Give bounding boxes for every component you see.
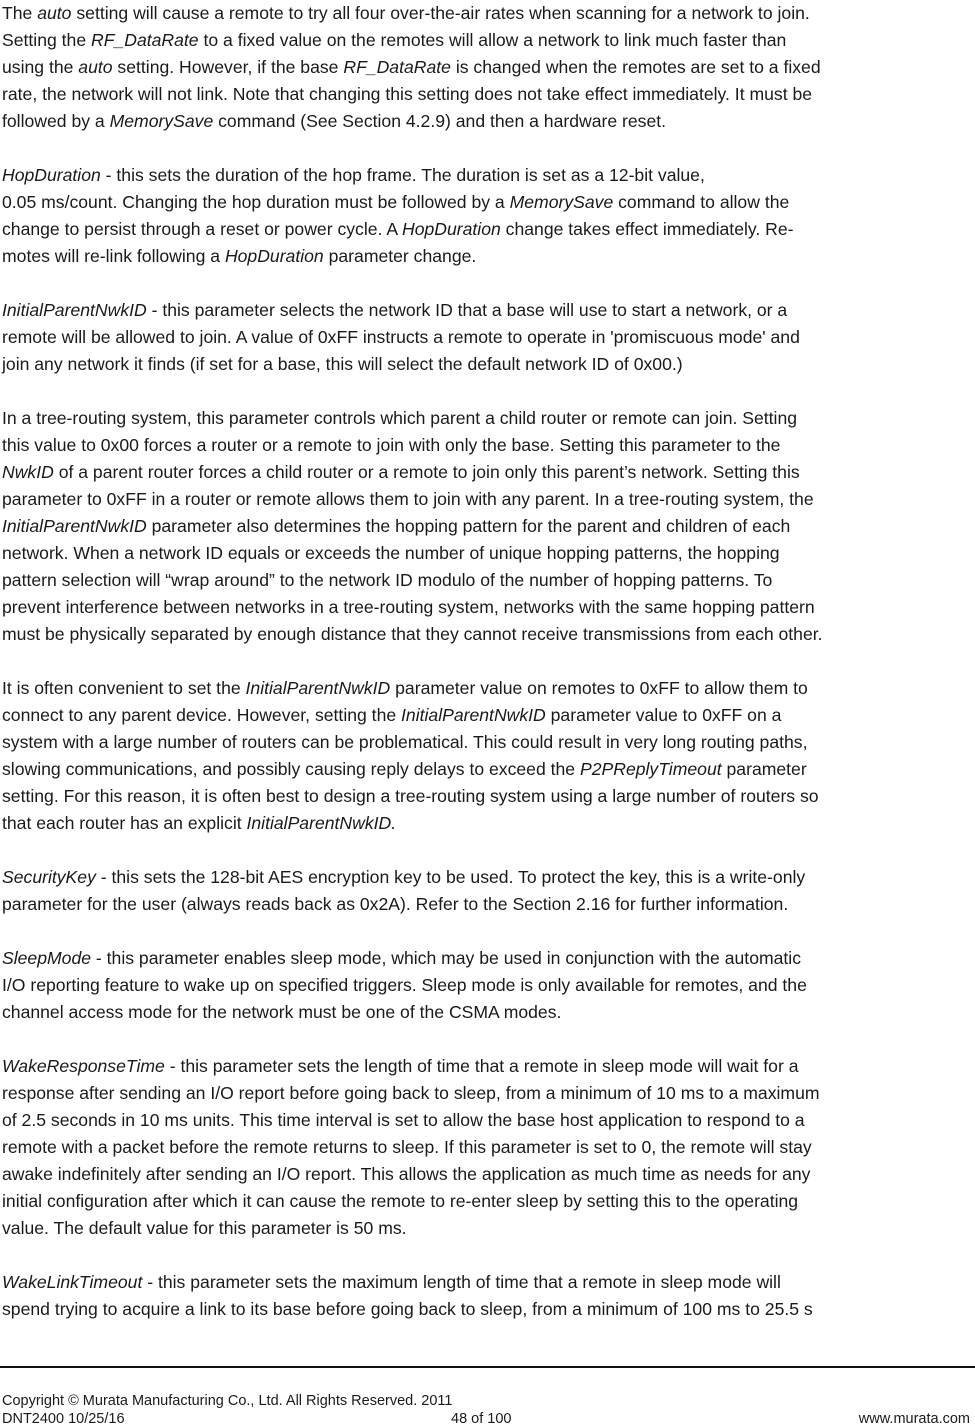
text-run: It is often convenient to set the	[2, 678, 246, 698]
paragraph	[2, 945, 972, 1026]
text-run: network. When a network ID equals or exceeds the number of unique hopping patterns, the hopping	[2, 543, 780, 563]
text-line	[2, 1107, 972, 1134]
text-run: - this parameter sets the length of time that a remote in sleep mode will wait for a	[164, 1056, 799, 1076]
text-run: command (See Section 4.2.9) and then a hardware reset.	[213, 111, 667, 131]
text-run: parameter	[721, 759, 807, 779]
document-body	[2, 0, 972, 1350]
text-run: is changed when the remotes are set to a fixed	[450, 57, 821, 77]
text-line	[2, 432, 972, 459]
text-run: change to persist through a reset or power cycle. A	[2, 219, 402, 239]
parameter-name: MemorySave	[509, 192, 614, 212]
footer-doc-id: DNT2400 10/25/16	[2, 1411, 125, 1427]
footer-divider	[0, 1366, 975, 1368]
paragraph	[2, 0, 972, 135]
text-line	[2, 864, 972, 891]
text-line	[2, 243, 972, 270]
text-run: setting will cause a remote to try all four over-the-air rates when scanning for a network to join.	[71, 3, 810, 23]
text-line	[2, 999, 972, 1026]
footer-copyright: Copyright © Murata Manufacturing Co., Ltd. All Rights Reserved. 2011	[2, 1393, 453, 1409]
paragraph	[2, 1269, 972, 1323]
text-line	[2, 567, 972, 594]
text-run: motes will re-link following a	[2, 246, 225, 266]
parameter-name: InitialParentNwkID	[2, 516, 147, 536]
text-run: parameter to 0xFF in a router or remote allows them to join with any parent. In a tree-routing system, the	[2, 489, 814, 509]
paragraph	[2, 297, 972, 378]
text-line	[2, 108, 972, 135]
parameter-name: auto	[78, 57, 113, 77]
text-run: response after sending an I/O report before going back to sleep, from a minimum of 10 ms to a maximum	[2, 1083, 820, 1103]
text-line	[2, 351, 972, 378]
text-line	[2, 405, 972, 432]
text-run: In a tree-routing system, this parameter controls which parent a child router or remote can join. Setting	[2, 408, 798, 428]
text-run: command to allow the	[613, 192, 790, 212]
text-run: join any network it finds (if set for a base, this will select the default network ID of 0x00.)	[2, 354, 683, 374]
text-line	[2, 729, 972, 756]
text-line	[2, 216, 972, 243]
text-run: that each router has an explicit	[2, 813, 247, 833]
text-line	[2, 783, 972, 810]
text-run: - this sets the duration of the hop frame. The duration is set as a 12-bit value,	[100, 165, 705, 185]
text-line	[2, 1053, 972, 1080]
text-run: spend trying to acquire a link to its base before going back to sleep, from a minimum of 100 ms to 25.5 s	[2, 1299, 813, 1319]
text-run: setting. However, if the base	[112, 57, 344, 77]
text-run: awake indefinitely after sending an I/O report. This allows the application as much time as needs for any	[2, 1164, 811, 1184]
text-line	[2, 756, 972, 783]
footer-page-number: 48 of 100	[451, 1411, 512, 1427]
text-line	[2, 675, 972, 702]
text-run: I/O reporting feature to wake up on specified triggers. Sleep mode is only available for remotes, and the	[2, 975, 807, 995]
paragraph	[2, 405, 972, 648]
text-run: parameter also determines the hopping pattern for the parent and children of each	[146, 516, 791, 536]
text-run: parameter change.	[323, 246, 477, 266]
parameter-name: P2PReplyTimeout	[579, 759, 722, 779]
footer-website: www.murata.com	[858, 1411, 970, 1427]
text-run: - this parameter selects the network ID that a base will use to start a network, or a	[146, 300, 788, 320]
text-line	[2, 324, 972, 351]
text-run: change takes effect immediately. Re-	[500, 219, 794, 239]
parameter-name: InitialParentNwkID.	[246, 813, 397, 833]
text-line	[2, 945, 972, 972]
text-line	[2, 621, 972, 648]
text-line	[2, 1188, 972, 1215]
text-line	[2, 1215, 972, 1242]
text-run: parameter for the user (always reads back as 0x2A). Refer to the Section 2.16 for further information.	[2, 894, 789, 914]
text-run: followed by a	[2, 111, 110, 131]
page-footer	[2, 1392, 972, 1428]
text-run: 0.05 ms/count. Changing the hop duration must be followed by a	[2, 192, 510, 212]
text-line	[2, 1161, 972, 1188]
parameter-name: RF_DataRate	[91, 30, 199, 50]
text-line	[2, 513, 972, 540]
text-line	[2, 810, 972, 837]
text-run: initial configuration after which it can cause the remote to re-enter sleep by setting this to the operating	[2, 1191, 799, 1211]
parameter-name: HopDuration	[402, 219, 501, 239]
text-line	[2, 702, 972, 729]
parameter-name: InitialParentNwkID	[245, 678, 391, 698]
parameter-name: RF_DataRate	[343, 57, 451, 77]
text-run: channel access mode for the network must be one of the CSMA modes.	[2, 1002, 562, 1022]
text-run: using the	[2, 57, 79, 77]
paragraph	[2, 675, 972, 837]
text-line	[2, 1080, 972, 1107]
text-line	[2, 189, 972, 216]
parameter-name: HopDuration	[2, 165, 101, 185]
text-line	[2, 1269, 972, 1296]
text-run: setting. For this reason, it is often best to design a tree-routing system using a large number of routers so	[2, 786, 819, 806]
text-run: The	[2, 3, 38, 23]
text-run: remote will be allowed to join. A value of 0xFF instructs a remote to operate in 'promiscuous mode' and	[2, 327, 800, 347]
text-run: connect to any parent device. However, setting the	[2, 705, 402, 725]
text-line	[2, 459, 972, 486]
text-run: slowing communications, and possibly causing reply delays to exceed the	[2, 759, 580, 779]
text-run: system with a large number of routers can be problematical. This could result in very long routing paths,	[2, 732, 808, 752]
text-run: value. The default value for this parameter is 50 ms.	[2, 1218, 407, 1238]
text-line	[2, 1296, 972, 1323]
text-line	[2, 486, 972, 513]
text-run: must be physically separated by enough distance that they cannot receive transmissions from each other.	[2, 624, 823, 644]
parameter-name: auto	[37, 3, 72, 23]
text-run: prevent interference between networks in a tree-routing system, networks with the same hopping pattern	[2, 597, 815, 617]
text-run: Setting the	[2, 30, 92, 50]
text-line	[2, 162, 972, 189]
text-run: pattern selection will “wrap around” to the network ID modulo of the number of hopping patterns. To	[2, 570, 773, 590]
parameter-name: SecurityKey	[2, 867, 96, 887]
text-run: - this sets the 128-bit AES encryption key to be used. To protect the key, this is a write-only	[95, 867, 806, 887]
parameter-name: InitialParentNwkID	[401, 705, 546, 725]
text-run: rate, the network will not link. Note that changing this setting does not take effect immediately. It must be	[2, 84, 813, 104]
text-run: remote with a packet before the remote returns to sleep. If this parameter is set to 0, the remote will stay	[2, 1137, 812, 1157]
text-line	[2, 972, 972, 999]
text-line	[2, 0, 972, 27]
parameter-name: WakeLinkTimeout	[2, 1272, 143, 1292]
text-run: - this parameter sets the maximum length of time that a remote in sleep mode will	[142, 1272, 781, 1292]
text-line	[2, 297, 972, 324]
text-line	[2, 594, 972, 621]
parameter-name: NwkID	[2, 462, 54, 482]
text-run: parameter value on remotes to 0xFF to allow them to	[390, 678, 808, 698]
parameter-name: HopDuration	[224, 246, 324, 266]
text-line	[2, 81, 972, 108]
text-run: parameter value to 0xFF on a	[545, 705, 782, 725]
paragraph	[2, 1053, 972, 1242]
text-run: - this parameter enables sleep mode, which may be used in conjunction with the automatic	[91, 948, 802, 968]
text-line	[2, 27, 972, 54]
parameter-name: MemorySave	[109, 111, 214, 131]
text-line	[2, 54, 972, 81]
paragraph	[2, 864, 972, 918]
text-run: of a parent router forces a child router or a remote to join only this parent’s network. Setting this	[53, 462, 800, 482]
parameter-name: WakeResponseTime	[2, 1056, 165, 1076]
text-run: to a fixed value on the remotes will allow a network to link much faster than	[198, 30, 787, 50]
paragraph	[2, 162, 972, 270]
text-line	[2, 1134, 972, 1161]
text-line	[2, 891, 972, 918]
parameter-name: InitialParentNwkID	[2, 300, 147, 320]
text-line	[2, 540, 972, 567]
text-run: of 2.5 seconds in 10 ms units. This time interval is set to allow the base host application to respond to a	[2, 1110, 805, 1130]
text-run: this value to 0x00 forces a router or a remote to join with only the base. Setting this parameter to the	[2, 435, 781, 455]
parameter-name: SleepMode	[2, 948, 92, 968]
